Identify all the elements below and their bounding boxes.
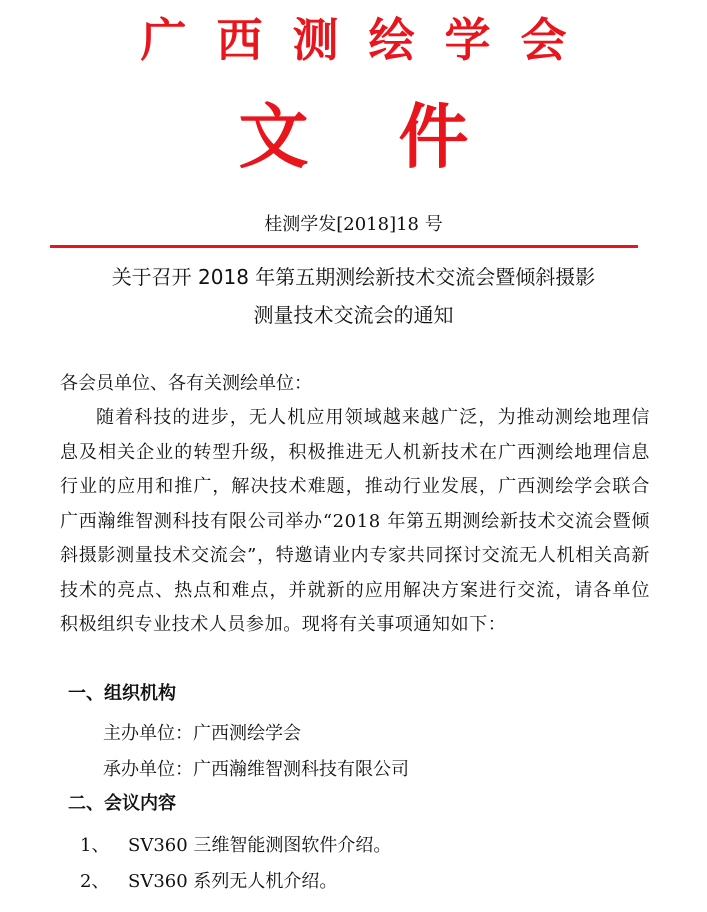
issuing-organization-header: 广西测绘学会 bbox=[140, 13, 597, 67]
body-paragraph: 随着科技的进步，无人机应用领域越来越广泛，为推动测绘地理信息及相关企业的转型升级，积极推进无人机新技术在广西测绘地理信息行业的应用和推广，解决技术难题，推动行业发展，广西测绘学会联合广西瀚维智测科技有限公司举办“2018 年第五期测绘新技术交流会暨倾斜摄影测量技术交流会”，特邀请业内专家共同探讨交流无人机相关高新技术的亮点、热点和难点，并就新的应用解决方案进行交流，请各单位积极组织专业技术人员参加。现将有关事项通知如下： bbox=[60, 407, 650, 635]
list-item bbox=[80, 831, 391, 861]
document-number: 桂测学发[2018]18 号 bbox=[264, 214, 443, 235]
list-item-text: SV360 三维智能测图软件介绍。 bbox=[128, 835, 392, 856]
list-item-number: 2、 bbox=[80, 871, 110, 892]
document-type-header: 文件 bbox=[238, 95, 559, 178]
notice-title-line-2: 测量技术交流会的通知 bbox=[253, 303, 454, 327]
notice-title bbox=[40, 258, 667, 334]
red-divider-line bbox=[50, 245, 638, 248]
organizer-unit: 承办单位：广西瀚维智测科技有限公司 bbox=[103, 759, 409, 780]
section-heading-meeting-content: 二、会议内容 bbox=[68, 793, 176, 814]
list-item-text: SV360 系列无人机介绍。 bbox=[128, 871, 338, 892]
list-item bbox=[80, 867, 337, 897]
notice-title-line-1: 关于召开 2018 年第五期测绘新技术交流会暨倾斜摄影 bbox=[111, 265, 596, 289]
list-item-number: 1、 bbox=[80, 835, 110, 856]
section-heading-organization: 一、组织机构 bbox=[68, 683, 176, 704]
salutation: 各会员单位、各有关测绘单位： bbox=[60, 373, 312, 394]
host-unit: 主办单位：广西测绘学会 bbox=[103, 723, 301, 744]
